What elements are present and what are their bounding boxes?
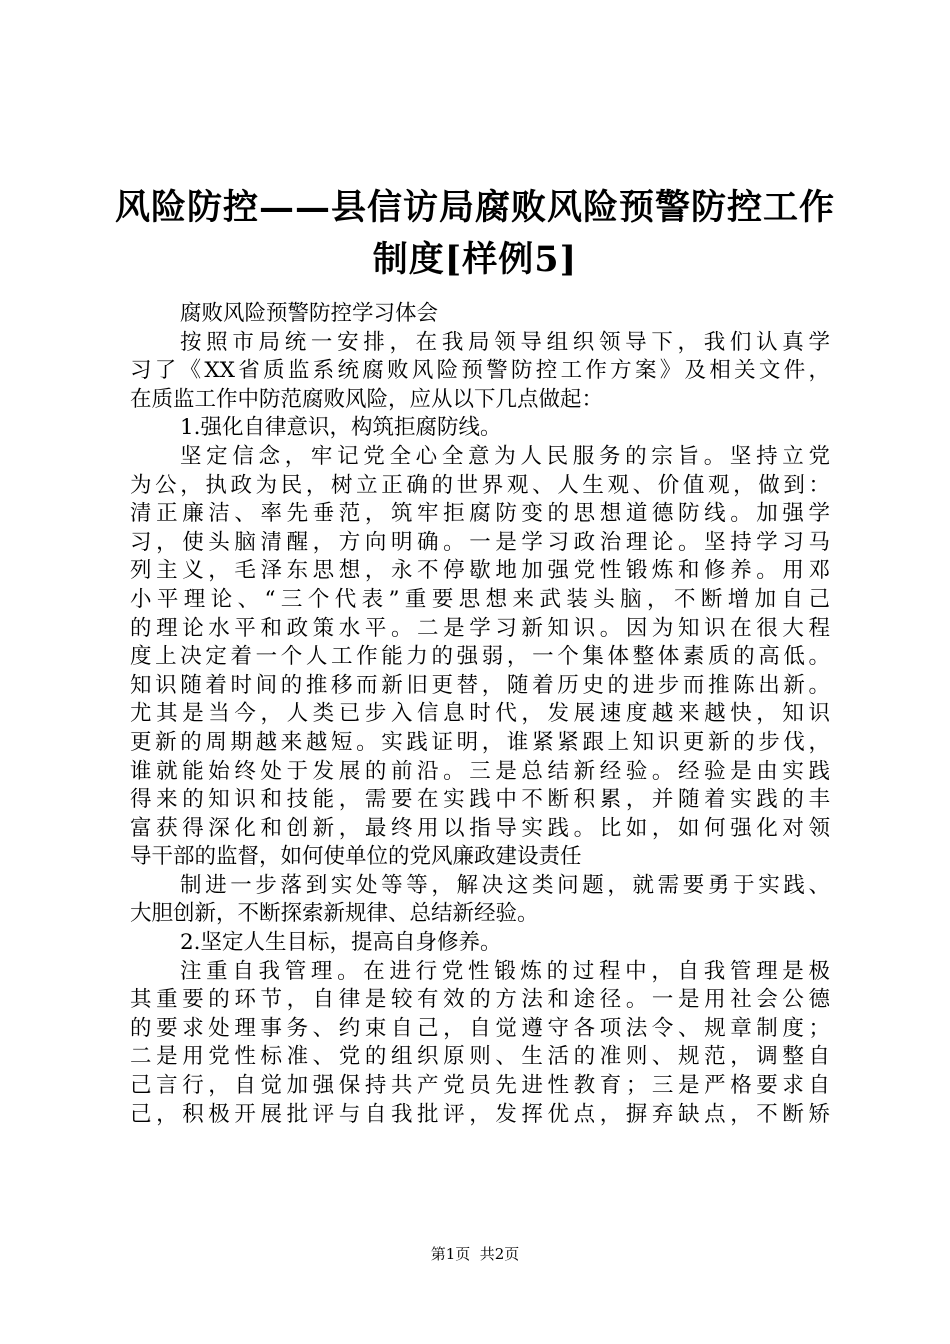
document-title-line-2: 制度[样例5]	[372, 239, 578, 280]
document-body	[130, 300, 830, 1129]
paragraph-line: 导干部的监督，如何使单位的党风廉政建设责任	[130, 844, 582, 870]
paragraph-line: 尤其是当今，人类已步入信息时代，发展速度越来越快，知识	[130, 701, 830, 727]
paragraph-line: 度上决定着一个人工作能力的强弱，一个集体整体素质的高低。	[130, 644, 830, 670]
paragraph-line: 二是用党性标准、党的组织原则、生活的准则、规范，调整自	[130, 1044, 830, 1070]
paragraph-line: 按照市局统一安排，在我局领导组织领导下，我们认真学	[180, 329, 830, 355]
paragraph-line: 的要求处理事务、约束自己，自觉遵守各项法令、规章制度；	[130, 1015, 830, 1041]
page-number-footer	[0, 1244, 950, 1264]
paragraph-line: 谁就能始终处于发展的前沿。三是总结新经验。经验是由实践	[130, 758, 830, 784]
paragraph-line: 注重自我管理。在进行党性锻炼的过程中，自我管理是极	[180, 958, 830, 984]
paragraph-line: 制进一步落到实处等等，解决这类问题，就需要勇于实践、	[180, 872, 830, 898]
paragraph-line: 己，积极开展批评与自我批评，发挥优点，摒弃缺点，不断矫	[130, 1101, 830, 1127]
paragraph-line: 清正廉洁、率先垂范，筑牢拒腐防变的思想道德防线。加强学	[130, 501, 830, 527]
paragraph-line: 小平理论、“三个代表”重要思想来武装头脑，不断增加自己	[130, 586, 830, 612]
paragraph-line: 富获得深化和创新，最终用以指导实践。比如，如何强化对领	[130, 815, 830, 841]
paragraph-line: 为公，执政为民，树立正确的世界观、人生观、价值观，做到：	[130, 472, 830, 498]
paragraph-line: 列主义，毛泽东思想，永不停歇地加强党性锻炼和修养。用邓	[130, 558, 830, 584]
paragraph-line: 得来的知识和技能，需要在实践中不断积累，并随着实践的丰	[130, 787, 830, 813]
document-title-line-1: 风险防控——县信访局腐败风险预警防控工作	[114, 187, 835, 228]
section-heading-1: 1.强化自律意识，构筑拒腐防线。	[180, 415, 502, 441]
paragraph-line: 其重要的环节，自律是较有效的方法和途径。一是用社会公德	[130, 987, 830, 1013]
paragraph-line: 知识随着时间的推移而新旧更替，随着历史的进步而推陈出新。	[130, 672, 830, 698]
paragraph-line: 的理论水平和政策水平。二是学习新知识。因为知识在很大程	[130, 615, 830, 641]
paragraph-line: 己言行，自觉加强保持共产党员先进性教育；三是严格要求自	[130, 1073, 830, 1099]
paragraph-line: 习了《XX省质监系统腐败风险预警防控工作方案》及相关文件，	[130, 358, 830, 384]
paragraph-line: 坚定信念，牢记党全心全意为人民服务的宗旨。坚持立党	[180, 443, 830, 469]
paragraph-line: 大胆创新，不断探索新规律、总结新经验。	[130, 901, 539, 927]
paragraph-line: 腐败风险预警防控学习体会	[180, 301, 439, 326]
section-heading-2: 2.坚定人生目标，提高自身修养。	[180, 930, 502, 956]
paragraph-line: 更新的周期越来越短。实践证明，谁紧紧跟上知识更新的步伐，	[130, 729, 830, 755]
paragraph-line: 在质监工作中防范腐败风险，应从以下几点做起：	[130, 386, 604, 412]
paragraph-line: 习，使头脑清醒，方向明确。一是学习政治理论。坚持学习马	[130, 529, 830, 555]
page-number-label: 第1页 共2页	[430, 1245, 520, 1263]
